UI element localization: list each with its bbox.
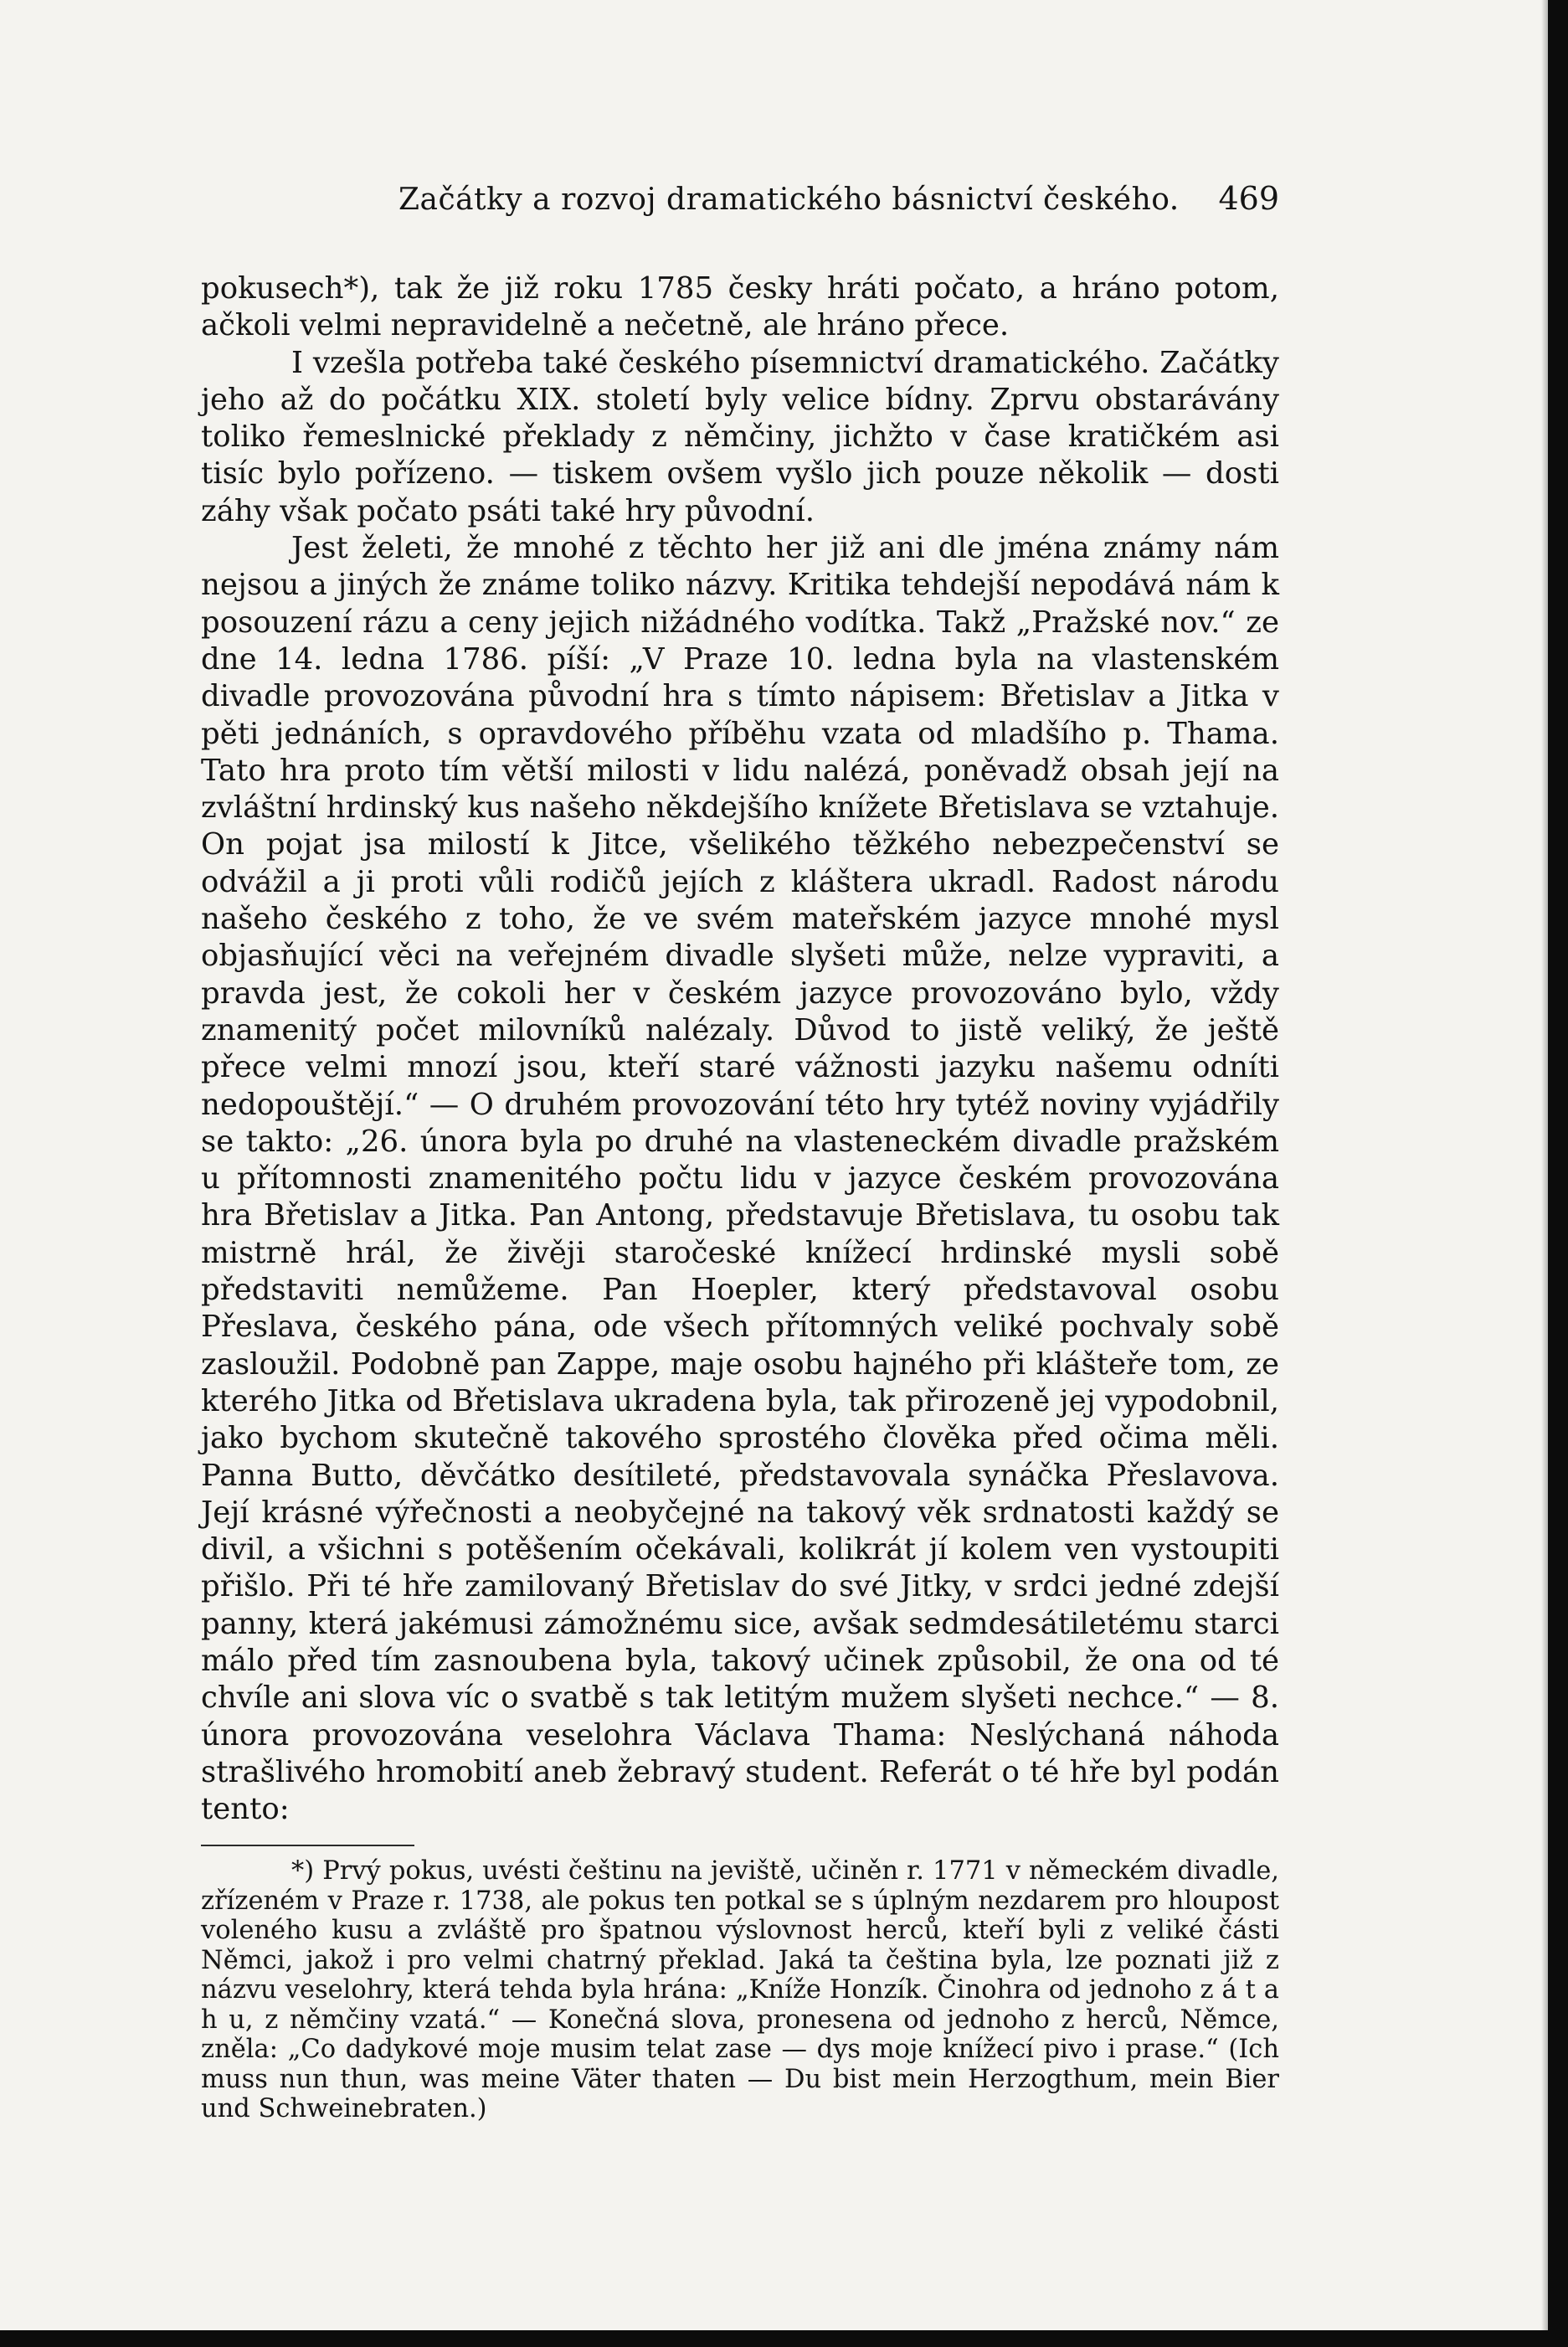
page-number: 469 bbox=[1218, 180, 1279, 217]
scan-edge-shadow bbox=[1541, 0, 1548, 2347]
book-page bbox=[201, 180, 1279, 2124]
paragraph: Jest želeti, že mnohé z těchto her již ani dle jména známy nám nejsou a jiných že známe toliko názvy. Kritika tehdejší nepodává nám k posouzení rázu a ceny jejich nižádného vodítka. Takž „Pražské nov.“ ze dne 14. ledna 1786. píší: „V Praze 10. ledna byla na vlastenském divadle provozována původní hra s tímto nápisem: Břetislav a Jitka v pěti jednáních, s opravdového příběhu vzata od mladšího p. Thama. Tato hra proto tím větší milosti v lidu nalézá, poněvadž obsah její na zvláštní hrdinský kus našeho někdejšího knížete Břetislava se vztahuje. On pojat jsa milostí k Jitce, všelikého těžkého nebezpečenství se odvážil a ji proti vůli rodičů jejích z kláštera ukradl. Radost národu našeho českého z toho, že ve svém mateřském jazyce mnohé mysl objasňující věci na veřejném divadle slyšeti může, nelze vypraviti, a pravda jest, že cokoli her v českém jazyce provozováno bylo, vždy znamenitý počet milovníků nalézaly. Důvod to jistě veliký, že ještě přece velmi mnozí jsou, kteří staré vážnosti jazyku našemu odníti nedopouštějí.“ — O druhém provozování této hry tytéž noviny vyjádřily se takto: „26. února byla po druhé na vlasteneckém divadle pražském u přítomnosti znamenitého počtu lidu v jazyce českém provozována hra Břetislav a Jitka. Pan Antong, představuje Břetislava, tu osobu tak mistrně hrál, že živěji staročeské knížecí hrdinské mysli sobě představiti nemůžeme. Pan Hoepler, který představoval osobu Přeslava, českého pána, ode všech přítomných veliké pochvaly sobě zasloužil. Podobně pan Zappe, maje osobu hajného při klášteře tom, ze kterého Jitka od Břetislava ukradena byla, tak přirozeně jej vypodobnil, jako bychom skutečně takového sprostého člověka před očima měli. Panna Butto, děvčátko desítileté, představovala synáčka Přeslavova. Její krásné výřečnosti a neobyčejné na takový věk srdnatosti každý se divil, a všichni s potěšením očekávali, kolikrát jí kolem ven vystoupiti přišlo. Při té hře zamilovaný Břetislav do své Jitky, v srdci jedné zdejší panny, která jakémusi zámožnému sice, avšak sedmdesátiletému starci málo před tím zasnoubena byla, takový učinek způsobil, že ona od té chvíle ani slova víc o svatbě s tak letitým mužem slyšeti nechce.“ — 8. února provozována veselohra Václava Thama: Neslýchaná náhoda strašlivého hromobití aneb žebravý student. Referát o té hře byl podán tento: bbox=[201, 531, 1279, 1827]
running-title: Začátky a rozvoj dramatického básnictví českého. bbox=[398, 183, 1180, 217]
paragraph: I vzešla potřeba také českého písemnictví dramatického. Začátky jeho až do počátku XIX. století byly velice bídny. Zprvu obstarávány toliko řemeslnické překlady z němčiny, jichžto v čase kratičkém asi tisíc bylo pořízeno. — tiskem ovšem vyšlo jich pouze několik — dosti záhy však počato psáti také hry původní. bbox=[201, 345, 1279, 528]
page-header bbox=[398, 180, 1279, 222]
footnote: *) Prvý pokus, uvésti češtinu na jeviště, učiněn r. 1771 v německém divadle, zřízeném v Praze r. 1738, ale pokus ten potkal se s úplným nezdarem pro hloupost voleného kusu a zvláště pro špatnou výslovnost herců, kteří byli z veliké části Němci, jakož i pro velmi chatrný překlad. Jaká ta čeština byla, lze poznati již z názvu veselohry, která tehda byla hrána: „Kníže Honzík. Činohra od jednoho z á t a h u, z němčiny vzatá.“ — Konečná slova, pronesena od jednoho z herců, Němce, zněla: „Co dadykové moje musim telat zase — dys moje knížecí pivo i prase.“ (Ich muss nun thun, was meine Väter thaten — Du bist mein Herzogthum, mein Bier und Schweinebraten.) bbox=[201, 1856, 1279, 2124]
footnotes bbox=[201, 1856, 1279, 2124]
body-text bbox=[201, 270, 1279, 1828]
scan-border-right bbox=[1548, 0, 1568, 2347]
scan-border-bottom bbox=[0, 2330, 1568, 2347]
paragraph: pokusech*), tak že již roku 1785 česky hráti počato, a hráno potom, ačkoli velmi nepravidelně a nečetně, ale hráno přece. bbox=[201, 271, 1279, 343]
footnote-separator bbox=[201, 1845, 414, 1846]
